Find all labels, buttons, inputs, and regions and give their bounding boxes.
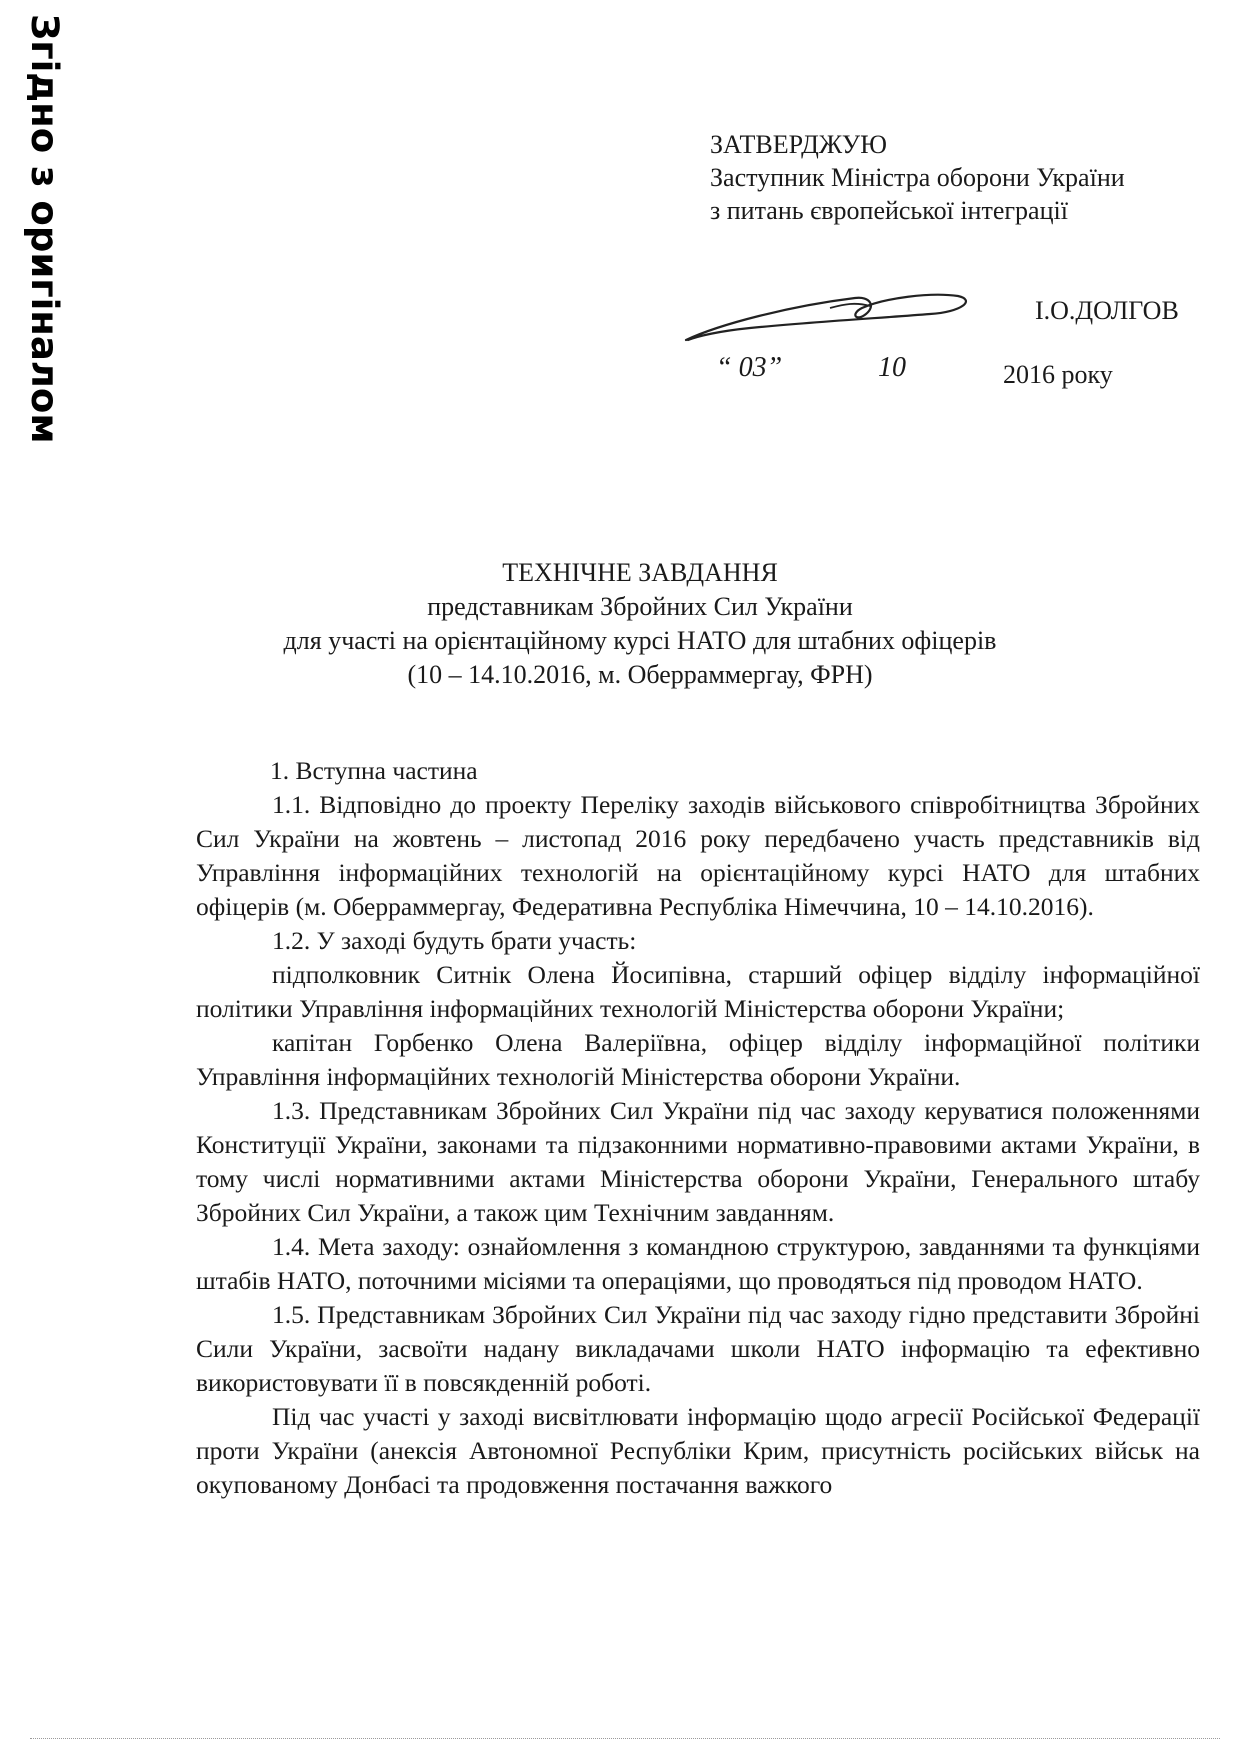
paragraph: Під час участі у заході висвітлювати інформацію щодо агресії Російської Федерації проти України (анексія Автономної Республіки Крим, присутність російських військ на окупованому Донбасі та продовження постачання важкого [196, 1402, 1200, 1499]
paragraph: 1.4. Мета заходу: ознайомлення з командною структурою, завданнями та функціями штабів НАТО, поточними місіями та операціями, що проводяться під проводом НАТО. [196, 1232, 1200, 1295]
paragraph: 1.5. Представникам Збройних Сил України під час заходу гідно представити Збройні Сили України, засвоїти надану викладачами школи НАТО інформацію та ефективно використовувати її в повсякденній роботі. [196, 1300, 1200, 1397]
approval-title: ЗАТВЕРДЖУЮ [710, 130, 887, 159]
approval-block [710, 128, 1125, 227]
document-body [196, 754, 1200, 1502]
date-year: 2016 року [1003, 360, 1113, 389]
certification-stamp: Згідно з оригіналом [23, 14, 66, 444]
paragraph: 1.1. Відповідно до проекту Переліку заходів військового співробітництва Збройних Сил України на жовтень – листопад 2016 року передбачено участь представників від Управління інформаційних технологій на орієнтаційному курсі НАТО для штабних офіцерів (м. Оберраммергау, Федеративна Республіка Німеччина, 10 – 14.10.2016). [196, 790, 1200, 921]
scan-artifact-line [30, 1738, 1220, 1741]
signer-name: І.О.ДОЛГОВ [1035, 296, 1179, 325]
date-day: “ 03” [716, 352, 783, 383]
paragraph: капітан Горбенко Олена Валеріївна, офіцер відділу інформаційної політики Управління інформаційних технологій Міністерства оборони України. [196, 1028, 1200, 1091]
paragraph: 1.2. У заході будуть брати участь: [272, 926, 637, 955]
paragraph: підполковник Ситнік Олена Йосипівна, старший офіцер відділу інформаційної політики Управління інформаційних технологій Міністерства оборони України; [196, 960, 1200, 1023]
approver-position-line2: з питань європейської інтеграції [710, 196, 1068, 225]
heading-line-4: (10 – 14.10.2016, м. Оберраммергау, ФРН) [407, 660, 873, 689]
section-heading: 1. Вступна частина [270, 756, 478, 785]
document-heading [160, 556, 1120, 692]
handwritten-signature [680, 284, 980, 354]
document-title: ТЕХНІЧНЕ ЗАВДАННЯ [502, 558, 778, 587]
heading-line-2: представникам Збройних Сил України [427, 592, 853, 621]
heading-line-3: для участі на орієнтаційному курсі НАТО для штабних офіцерів [283, 626, 997, 655]
date-month: 10 [878, 352, 906, 383]
paragraph: 1.3. Представникам Збройних Сил України під час заходу керуватися положеннями Конституції України, законами та підзаконними нормативно-правовими актами України, в тому числі нормативними актами Міністерства оборони України, Генерального штабу Збройних Сил України, а також цим Технічним завданням. [196, 1096, 1200, 1227]
approver-position: Заступник Міністра оборони України [710, 163, 1125, 192]
